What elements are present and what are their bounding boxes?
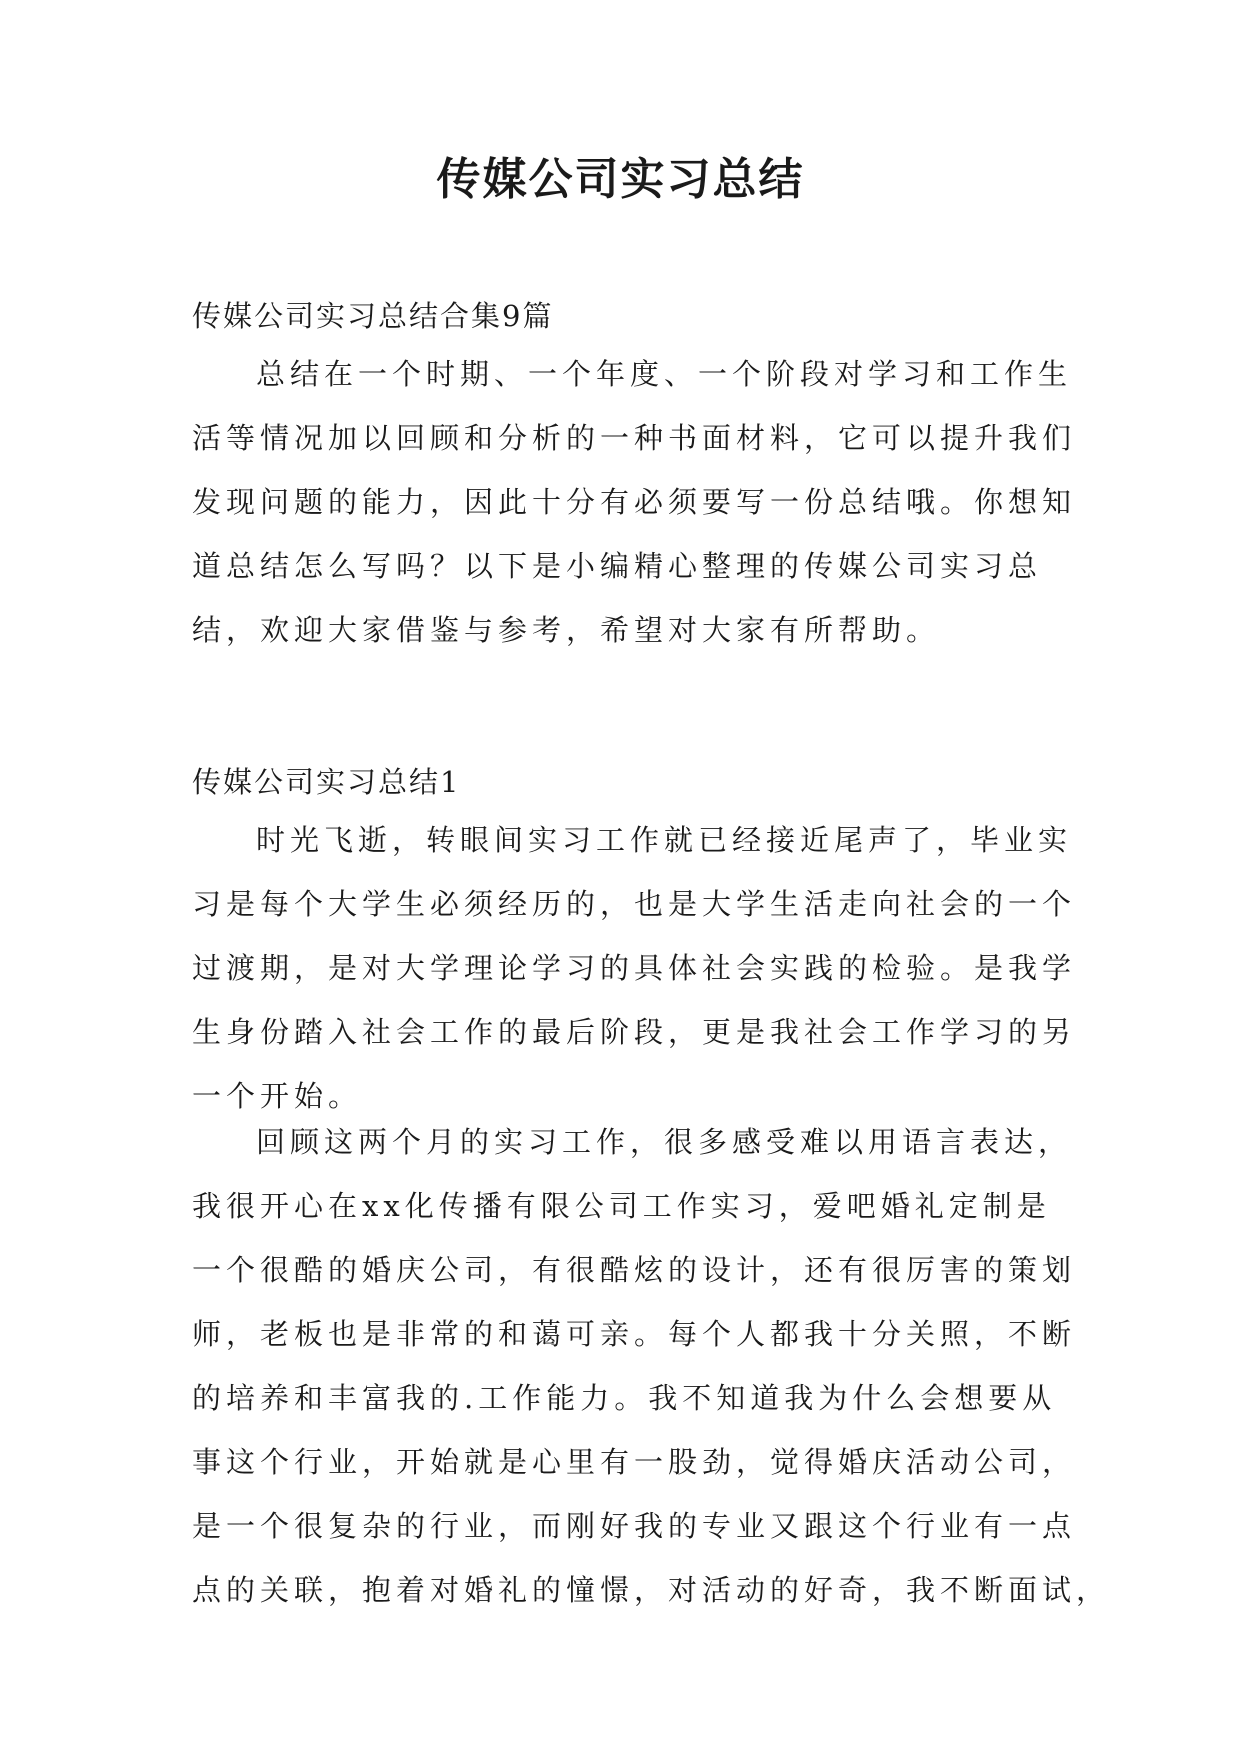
paragraph-line: 生身份踏入社会工作的最后阶段，更是我社会工作学习的另 (192, 1015, 1077, 1049)
paragraph-line: 师，老板也是非常的和蔼可亲。每个人都我十分关照，不断 (192, 1317, 1077, 1351)
paragraph-line: 事这个行业，开始就是心里有一股劲，觉得婚庆活动公司， (192, 1445, 1077, 1479)
section-heading: 传媒公司实习总结1 (192, 765, 461, 799)
paragraph-line: 习是每个大学生必须经历的，也是大学生活走向社会的一个 (192, 887, 1077, 921)
section-paragraph-2 (192, 1110, 1111, 1622)
section-paragraph-1 (192, 808, 1077, 1128)
paragraph-line: 回顾这两个月的实习工作，很多感受难以用语言表达， (256, 1125, 1073, 1159)
document-subtitle: 传媒公司实习总结合集9篇 (192, 299, 554, 333)
document-title: 传媒公司实习总结 (436, 154, 805, 205)
paragraph-line: 总结在一个时期、一个年度、一个阶段对学习和工作生 (256, 357, 1073, 391)
paragraph-line: 时光飞逝，转眼间实习工作就已经接近尾声了，毕业实 (256, 823, 1073, 857)
intro-paragraph (192, 342, 1077, 662)
paragraph-line: 过渡期，是对大学理论学习的具体社会实践的检验。是我学 (192, 951, 1077, 985)
paragraph-line: 道总结怎么写吗？以下是小编精心整理的传媒公司实习总 (192, 549, 1043, 583)
paragraph-line: 发现问题的能力，因此十分有必须要写一份总结哦。你想知 (192, 485, 1077, 519)
paragraph-line: 我很开心在xx化传播有限公司工作实习，爱吧婚礼定制是 (192, 1189, 1051, 1223)
paragraph-line: 结，欢迎大家借鉴与参考，希望对大家有所帮助。 (192, 613, 941, 647)
paragraph-line: 是一个很复杂的行业，而刚好我的专业又跟这个行业有一点 (192, 1509, 1077, 1543)
paragraph-line: 活等情况加以回顾和分析的一种书面材料，它可以提升我们 (192, 421, 1077, 455)
paragraph-line: 一个开始。 (192, 1079, 363, 1113)
paragraph-line: 点的关联，抱着对婚礼的憧憬，对活动的好奇，我不断面试， (192, 1573, 1111, 1607)
paragraph-line: 的培养和丰富我的.工作能力。我不知道我为什么会想要从 (192, 1381, 1057, 1415)
paragraph-line: 一个很酷的婚庆公司，有很酷炫的设计，还有很厉害的策划 (192, 1253, 1077, 1287)
